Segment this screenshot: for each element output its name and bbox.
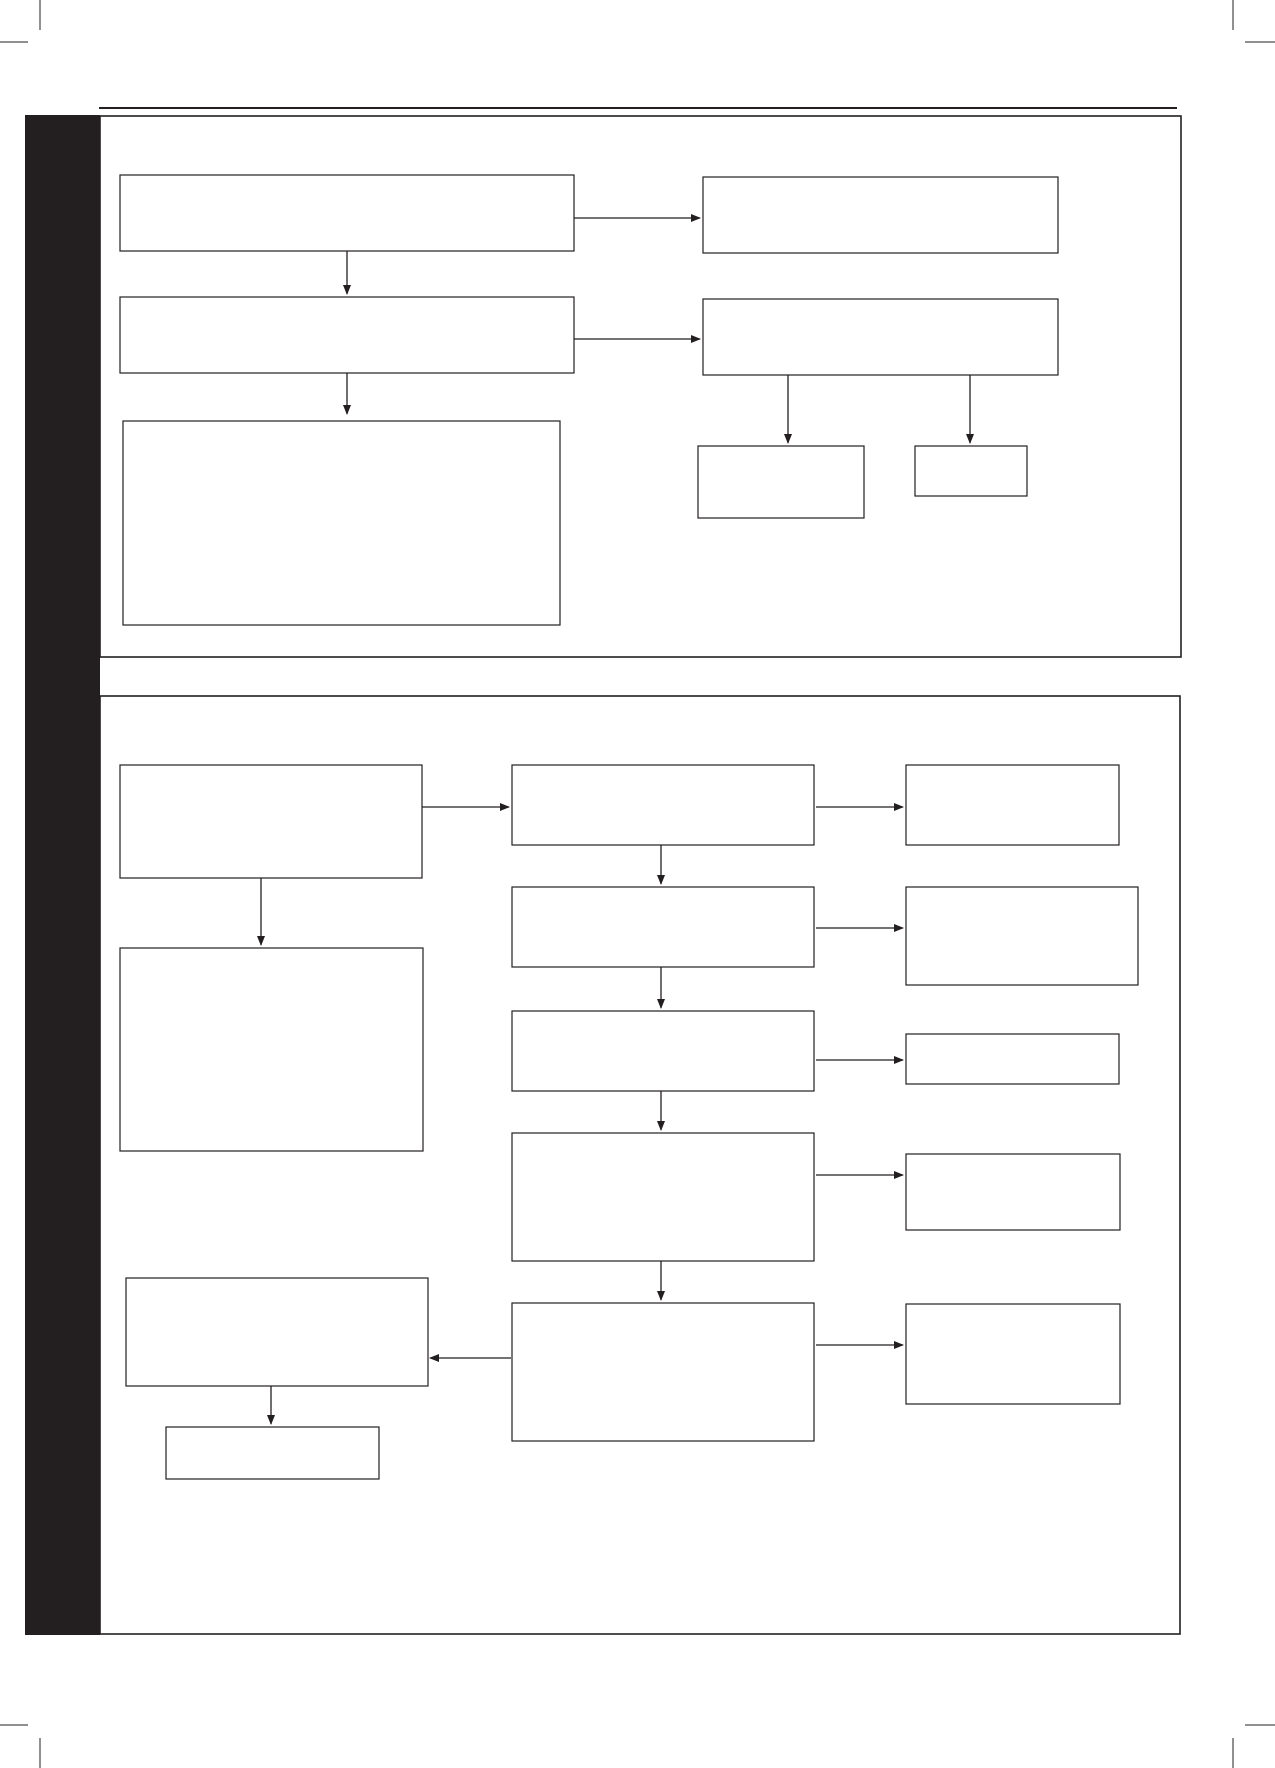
flow-box-b1 — [120, 765, 422, 878]
flow-box-b14 — [166, 1427, 379, 1479]
flow-box-b12 — [906, 1304, 1120, 1404]
flow-box-b10 — [906, 1154, 1120, 1230]
flow-box-b7 — [512, 1011, 814, 1091]
flow-box-t1 — [120, 175, 574, 251]
flow-box-b11 — [512, 1303, 814, 1441]
flow-box-t7 — [123, 421, 560, 625]
flow-box-t6 — [698, 446, 864, 518]
flow-box-t3 — [915, 446, 1027, 496]
flow-box-b6 — [906, 887, 1138, 985]
flow-box-b4 — [906, 765, 1119, 845]
flow-box-t4 — [120, 297, 574, 373]
flow-box-t5 — [703, 299, 1058, 375]
flow-box-t2 — [703, 177, 1058, 253]
flow-box-b8 — [906, 1034, 1119, 1084]
flow-box-b2 — [512, 765, 814, 845]
flow-box-b5 — [512, 887, 814, 967]
flow-box-b9 — [512, 1133, 814, 1261]
flow-box-b13 — [126, 1278, 428, 1386]
flow-box-b3 — [120, 948, 423, 1151]
sidebar-band — [25, 115, 100, 1635]
